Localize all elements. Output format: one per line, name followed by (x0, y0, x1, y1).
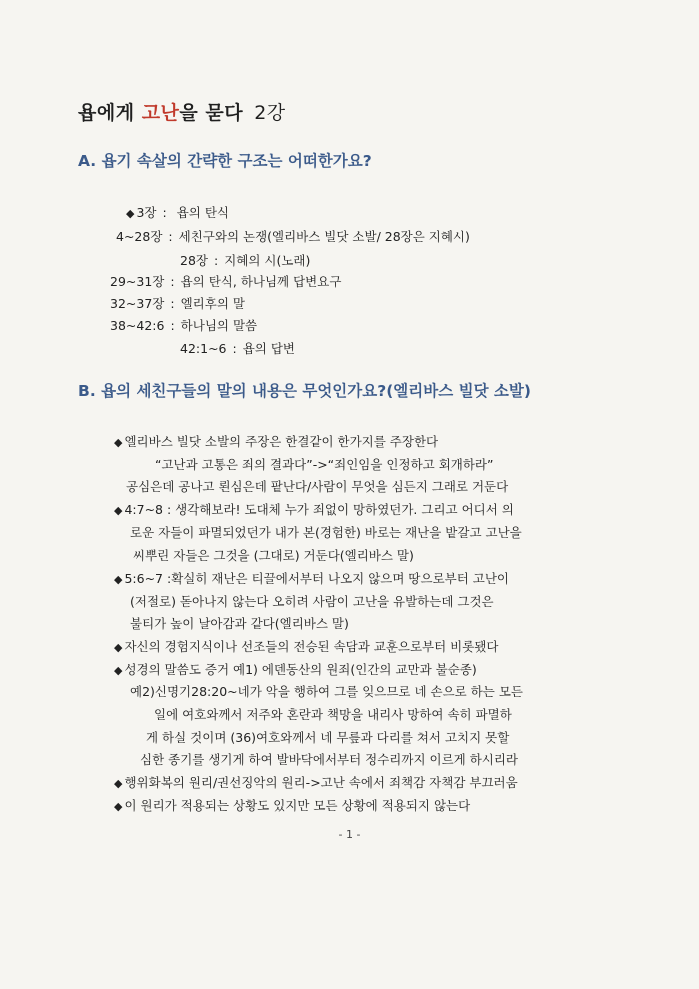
page-title (78, 98, 286, 125)
line-text: 불티가 높이 날아감과 같다(엘리바스 말) (130, 616, 349, 631)
toc-ref: 42:1~6 (180, 341, 227, 356)
toc-row (110, 316, 257, 334)
toc-ref: 29~31장 (110, 274, 165, 289)
toc-row (110, 294, 245, 312)
toc-text: 세친구와의 논쟁(엘리바스 빌닷 소발/ 28장은 지혜시) (178, 229, 470, 244)
line-text: 로운 자들이 파멸되었던가 내가 본(경험한) 바로는 재난을 밭갈고 고난을 (130, 525, 522, 540)
toc-separator: : (162, 205, 167, 220)
toc-separator: : (168, 229, 173, 244)
page-number: - 1 - (338, 828, 361, 841)
toc-ref: 32~37장 (110, 296, 165, 311)
body-line (146, 728, 509, 746)
body-line (126, 477, 508, 495)
body-line (133, 546, 414, 564)
body-line (130, 614, 349, 632)
title-part2: 을 묻다 (179, 102, 244, 124)
line-text: 이 원리가 적용되는 상황도 있지만 모든 상황에 적용되지 않는다 (124, 798, 471, 813)
body-line (114, 637, 499, 655)
diamond-bullet-icon: ◆ (126, 207, 135, 220)
line-text: 엘리바스 빌닷 소발의 주장은 한결같이 한가지를 주장한다 (124, 434, 439, 449)
body-line (130, 523, 522, 541)
toc-ref: 38~42:6 (110, 318, 165, 333)
toc-row (116, 227, 470, 245)
diamond-bullet-icon: ◆ (114, 777, 123, 790)
section-b-heading: B. 욥의 세친구들의 말의 내용은 무엇인가요?(엘리바스 빌닷 소발) (78, 382, 531, 400)
line-text: 일에 여호와께서 저주와 혼란과 책망을 내리사 망하여 속히 파멸하 (154, 707, 512, 722)
toc-ref: 4~28장 (116, 229, 163, 244)
diamond-bullet-icon: ◆ (114, 641, 123, 654)
line-text: 심한 종기를 생기게 하여 발바닥에서부터 정수리까지 이르게 하시리라 (140, 752, 518, 767)
line-text: 씨뿌린 자들은 그것을 (그대로) 거둔다(엘리바스 말) (133, 548, 414, 563)
body-line (114, 569, 509, 587)
line-text: 성경의 말씀도 증거 예1) 에덴동산의 원죄(인간의 교만과 불순종) (124, 662, 477, 677)
body-line (114, 660, 477, 678)
toc-ref: 3장 (136, 205, 157, 220)
diamond-bullet-icon: ◆ (114, 504, 123, 517)
body-line (140, 750, 518, 768)
body-line (130, 592, 494, 610)
toc-separator: : (232, 341, 237, 356)
body-line (130, 682, 523, 700)
diamond-bullet-icon: ◆ (114, 573, 123, 586)
body-line (114, 500, 514, 518)
body-line (114, 432, 438, 450)
diamond-bullet-icon: ◆ (114, 664, 123, 677)
body-line (154, 705, 512, 723)
title-number: 2강 (254, 102, 286, 124)
line-text: (저절로) 돋아나지 않는다 오히려 사람이 고난을 유발하는데 그것은 (130, 594, 494, 609)
toc-text: 하나님의 말씀 (180, 318, 258, 333)
toc-separator: : (213, 253, 219, 268)
toc-separator: : (170, 318, 175, 333)
line-text: 자신의 경험지식이나 선조들의 전승된 속담과 교훈으로부터 비롯됐다 (124, 639, 499, 654)
body-line (114, 773, 518, 791)
toc-text: 욥의 탄식 (176, 205, 229, 220)
body-line (114, 796, 470, 814)
toc-separator: : (170, 274, 175, 289)
line-text: 예2)신명기28:20~네가 악을 행하여 그를 잊으므로 네 손으로 하는 모든 (130, 684, 523, 699)
toc-row (110, 272, 341, 290)
title-highlight: 고난 (141, 102, 180, 124)
toc-ref: 28장 (180, 253, 208, 268)
diamond-bullet-icon: ◆ (114, 800, 123, 813)
toc-row (180, 251, 310, 269)
toc-text: 욥의 답변 (242, 341, 295, 356)
line-text: 게 하실 것이며 (36)여호와께서 네 무릎과 다리를 쳐서 고치지 못할 (146, 730, 510, 745)
title-part1: 욥에게 (78, 102, 142, 124)
toc-row (180, 339, 295, 357)
body-line (155, 455, 493, 473)
line-text: 5:6~7 :확실히 재난은 티끌에서부터 나오지 않으며 땅으로부터 고난이 (124, 571, 509, 586)
toc-text: 엘리후의 말 (180, 296, 245, 311)
line-text: 4:7~8 : 생각해보라! 도대체 누가 죄없이 망하였던가. 그리고 어디서 의 (124, 502, 514, 517)
line-text: “고난과 고통은 죄의 결과다”->“죄인임을 인정하고 회개하라” (155, 457, 494, 472)
toc-row (126, 203, 229, 221)
toc-separator: : (170, 296, 175, 311)
line-text: 공심은데 공나고 뢴심은데 팥난다/사람이 무엇을 심든지 그래로 거둔다 (126, 479, 509, 494)
line-text: 행위화복의 원리/권선징악의 원리->고난 속에서 죄책감 자책감 부끄러움 (124, 775, 518, 790)
diamond-bullet-icon: ◆ (114, 436, 123, 449)
toc-text: 지혜의 시(노래) (224, 253, 311, 268)
section-a-heading: A. 욥기 속살의 간략한 구조는 어떠한가요? (78, 152, 372, 170)
toc-text: 욥의 탄식, 하나님께 답변요구 (180, 274, 342, 289)
